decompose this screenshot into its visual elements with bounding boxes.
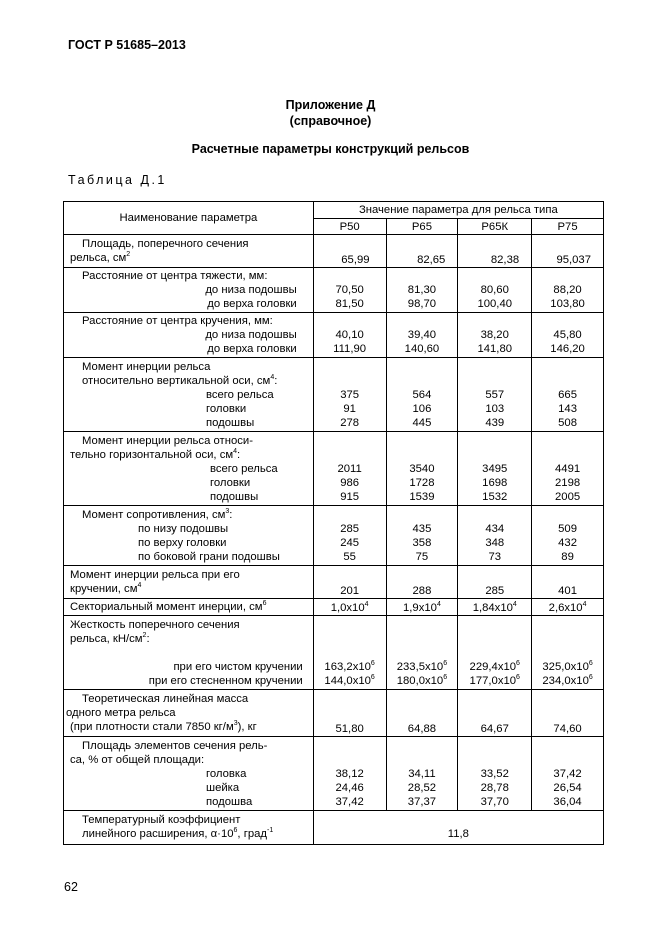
cell-value: 278	[340, 417, 360, 429]
row-sublabel: шейка	[206, 782, 240, 794]
cell-value: 358	[412, 537, 432, 549]
cell-value: 65,99	[341, 254, 370, 266]
colon: :	[229, 509, 233, 521]
cell-value: 82,38	[490, 254, 520, 266]
row-label: тельно горизонтальной оси, см	[70, 449, 234, 461]
cell-value: 434	[485, 523, 505, 535]
cell-value: 55	[343, 551, 356, 563]
colon: :	[274, 375, 278, 387]
header-rail-type: Р50	[313, 219, 386, 235]
row-sublabel: по боковой грани подошвы	[138, 551, 280, 563]
row-label: , град	[237, 828, 267, 840]
cell-value: 285	[340, 523, 360, 535]
cell-value: 74,60	[553, 723, 582, 735]
row-label: одного метра рельса	[66, 707, 176, 719]
header-group: Значение параметра для рельса типа	[313, 202, 603, 219]
colon: :	[237, 449, 241, 461]
cell-value: 28,52	[407, 782, 437, 794]
row-sublabel: при его чистом кручении	[173, 661, 303, 673]
section-title: Расчетные параметры конструкций рельсов	[191, 142, 470, 156]
row-label: Момент инерции рельса при его	[70, 569, 240, 581]
superscript: 6	[588, 660, 593, 667]
row-sublabel: головка	[206, 768, 247, 780]
cell-value: 40,10	[335, 329, 364, 341]
cell-value: 106	[412, 403, 432, 415]
row-sublabel: подошвы	[206, 417, 255, 429]
cell-value: 2005	[555, 491, 581, 503]
cell-value: 3495	[482, 463, 508, 475]
cell-value: 163,2x10	[324, 661, 371, 673]
cell-value: 88,20	[553, 284, 582, 296]
cell-value: 81,30	[407, 284, 437, 296]
cell-value: 39,40	[407, 329, 437, 341]
superscript: 6	[233, 827, 238, 834]
table-row	[64, 432, 604, 506]
superscript: 6	[588, 674, 593, 681]
cell-value: 91	[343, 403, 356, 415]
superscript: 2	[142, 632, 147, 639]
cell-value: 375	[340, 389, 360, 401]
row-label: Момент инерции рельса	[82, 361, 211, 373]
superscript: 4	[436, 601, 441, 608]
row-label: Площадь, поперечного сечения	[82, 238, 249, 250]
row-label: Площадь элементов сечения рель-	[82, 740, 268, 752]
cell-value: 3540	[409, 463, 435, 475]
cell-value: 229,4x10	[469, 661, 517, 673]
cell-value: 70,50	[335, 284, 364, 296]
row-label: ), кг	[237, 721, 257, 733]
cell-value: 564	[412, 389, 432, 401]
superscript: 4	[270, 374, 275, 381]
row-label: Температурный коэффициент	[82, 814, 241, 826]
table-row	[64, 737, 604, 811]
cell-value: 141,80	[477, 343, 513, 355]
document-header: ГОСТ Р 51685–2013	[68, 38, 186, 52]
cell-value: 557	[485, 389, 505, 401]
row-label: линейного расширения, α·10	[82, 828, 234, 840]
superscript: 3	[225, 508, 230, 515]
cell-value: 1532	[482, 491, 508, 503]
colon: :	[146, 633, 150, 645]
cell-value: 28,78	[480, 782, 509, 794]
table-label: Таблица Д.1	[68, 173, 167, 187]
cell-value: 1,84x10	[472, 602, 513, 614]
cell-value: 81,50	[335, 298, 364, 310]
row-label: Расстояние от центра тяжести, мм:	[82, 270, 268, 282]
header-param: Наименование параметра	[64, 202, 314, 235]
table-row	[64, 811, 604, 845]
row-label: кручении, см	[70, 583, 138, 595]
rail-parameters-table	[63, 201, 604, 845]
cell-value: 103,80	[550, 298, 585, 310]
row-label: Расстояние от центра кручения, мм:	[82, 315, 273, 327]
row-sublabel: до низа подошвы	[205, 329, 297, 341]
superscript: 3	[233, 720, 238, 727]
cell-value: 285	[485, 585, 505, 597]
superscript: -1	[266, 827, 274, 834]
cell-value: 26,54	[553, 782, 582, 794]
row-label: Момент сопротивления, см	[82, 509, 226, 521]
row-sublabel: головки	[210, 477, 251, 489]
cell-value: 98,70	[407, 298, 437, 310]
cell-value: 143	[558, 403, 577, 415]
cell-value: 435	[412, 523, 432, 535]
cell-value: 146,20	[550, 343, 585, 355]
cell-value: 38,12	[335, 768, 364, 780]
cell-value: 100,40	[477, 298, 513, 310]
row-sublabel: до верха головки	[207, 343, 297, 355]
row-sublabel: по верху головки	[138, 537, 227, 549]
row-sublabel: подошва	[206, 796, 253, 808]
cell-value: 915	[340, 491, 360, 503]
row-label: рельса, кН/см	[70, 633, 143, 645]
cell-value: 80,60	[480, 284, 509, 296]
row-label: (при плотности стали 7850 кг/м	[70, 721, 234, 733]
cell-value: 36,04	[553, 796, 582, 808]
cell-value: 75	[415, 551, 429, 563]
cell-value: 103	[485, 403, 505, 415]
cell-value: 432	[558, 537, 577, 549]
superscript: 6	[370, 660, 375, 667]
cell-value: 82,65	[417, 254, 446, 266]
cell-value: 64,88	[407, 723, 437, 735]
superscript: 6	[262, 600, 267, 607]
table-row	[64, 235, 604, 268]
superscript: 2	[126, 251, 131, 258]
cell-value: 45,80	[553, 329, 582, 341]
superscript: 6	[516, 660, 520, 667]
table-row	[64, 313, 604, 358]
cell-value: 325,0x10	[542, 661, 589, 673]
table-row	[64, 690, 604, 737]
cell-value: 439	[485, 417, 505, 429]
header-rail-type: Р65К	[458, 219, 532, 235]
cell-value: 37,37	[407, 796, 437, 808]
appendix-title: Приложение Д	[285, 98, 376, 112]
cell-value: 2198	[555, 477, 581, 489]
header-rail-type: Р75	[532, 219, 604, 235]
cell-value: 1,9x10	[403, 602, 437, 614]
cell-value: 2011	[337, 463, 362, 475]
cell-value: 1698	[482, 477, 508, 489]
cell-value: 665	[558, 389, 577, 401]
cell-value: 288	[412, 585, 432, 597]
cell-value: 73	[488, 551, 502, 563]
row-sublabel: по низу подошвы	[138, 523, 229, 535]
superscript: 4	[233, 448, 238, 455]
superscript: 4	[582, 601, 587, 608]
row-label: са, % от общей площади:	[70, 754, 205, 766]
cell-value: 140,60	[404, 343, 440, 355]
table-row	[64, 358, 604, 432]
cell-value: 508	[558, 417, 577, 429]
cell-value: 234,0x10	[542, 675, 589, 687]
page-number: 62	[64, 880, 78, 894]
table-row	[64, 566, 604, 599]
row-sublabel: подошвы	[210, 491, 259, 503]
cell-value: 986	[340, 477, 360, 489]
row-sublabel: всего рельса	[210, 463, 278, 475]
cell-value: 11,8	[447, 828, 469, 840]
superscript: 6	[443, 660, 448, 667]
cell-value: 509	[558, 523, 577, 535]
cell-value: 33,52	[480, 768, 509, 780]
cell-value: 445	[412, 417, 432, 429]
row-sublabel: до верха головки	[207, 298, 297, 310]
cell-value: 37,70	[480, 796, 509, 808]
table-row	[64, 506, 604, 566]
appendix-subtitle: (справочное)	[289, 114, 372, 128]
cell-value: 1,0x10	[330, 602, 365, 614]
cell-value: 38,20	[480, 329, 509, 341]
header-rail-type: Р65	[386, 219, 458, 235]
table-row	[64, 599, 604, 616]
cell-value: 37,42	[553, 768, 582, 780]
cell-value: 1728	[409, 477, 435, 489]
cell-value: 245	[340, 537, 360, 549]
row-label: Жесткость поперечного сечения	[70, 619, 240, 631]
cell-value: 348	[485, 537, 505, 549]
row-label: Теоретическая линейная масса	[82, 693, 249, 705]
row-sublabel: всего рельса	[206, 389, 274, 401]
cell-value: 1539	[409, 491, 435, 503]
table-row	[64, 268, 604, 313]
superscript: 4	[512, 601, 517, 608]
table-row	[64, 616, 604, 690]
cell-value: 37,42	[335, 796, 364, 808]
row-sublabel: головки	[206, 403, 247, 415]
row-label: относительно вертикальной оси, см	[82, 375, 271, 387]
cell-value: 34,11	[408, 768, 436, 780]
cell-value: 180,0x10	[396, 675, 444, 687]
superscript: 6	[370, 674, 375, 681]
cell-value: 4491	[555, 463, 581, 475]
row-label: Момент инерции рельса относи-	[82, 435, 253, 447]
cell-value: 2,6x10	[548, 602, 583, 614]
superscript: 6	[443, 674, 448, 681]
row-sublabel: до низа подошвы	[205, 284, 297, 296]
superscript: 6	[516, 674, 520, 681]
cell-value: 144,0x10	[324, 675, 371, 687]
row-label: Секториальный момент инерции, см	[70, 601, 263, 613]
cell-value: 95,037	[556, 254, 591, 266]
superscript: 4	[137, 582, 142, 589]
cell-value: 201	[340, 585, 360, 597]
cell-value: 177,0x10	[469, 675, 517, 687]
cell-value: 64,67	[480, 723, 509, 735]
cell-value: 401	[558, 585, 577, 597]
cell-value: 51,80	[335, 723, 364, 735]
superscript: 4	[364, 601, 369, 608]
cell-value: 111,90	[333, 343, 367, 355]
cell-value: 233,5x10	[396, 661, 444, 673]
cell-value: 24,46	[335, 782, 364, 794]
cell-value: 89	[561, 551, 574, 563]
row-label: рельса, см	[70, 252, 127, 264]
row-sublabel: при его стесненном кручении	[148, 675, 303, 687]
